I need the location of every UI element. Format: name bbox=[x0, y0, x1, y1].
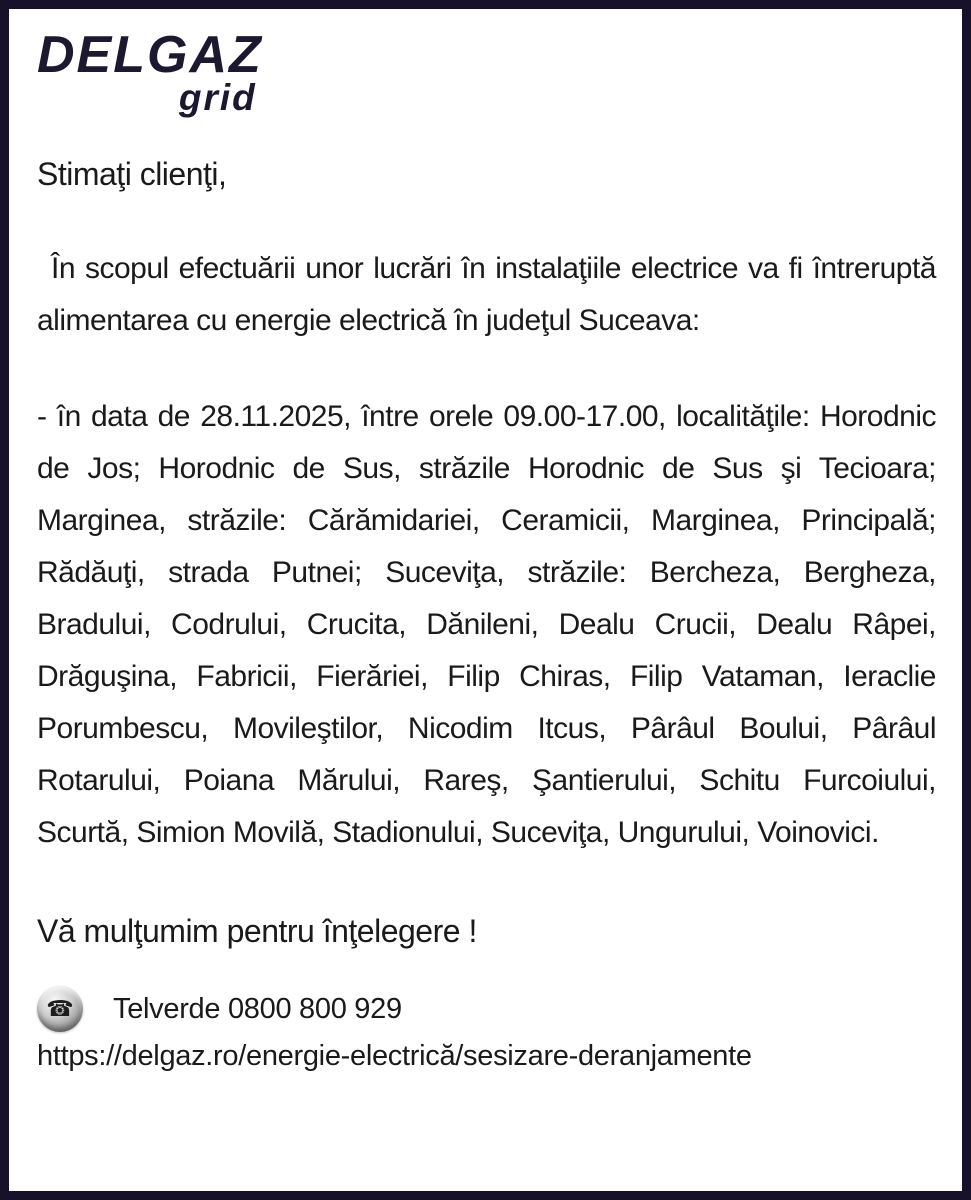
report-url-link[interactable]: https://delgaz.ro/energie-electrică/sesizare-deranjamente bbox=[37, 1040, 752, 1072]
outage-details-paragraph: - în data de 28.11.2025, între orele 09.00-17.00, localităţile: Horodnic de Jos; Horodnic de Sus, străzile Horodnic de Sus şi Tecioara; Marginea, străzile: Cărămidariei, Ceramicii, Marginea, Principală; Rădăuţi, strada Putnei; Suceviţa, străzile: Bercheza, Bergheza, Bradului, Codrului, Crucita, Dănileni, Dealu Crucii, Dealu Râpei, Drăguşina, Fabricii, Fierăriei, Filip Chiras, Filip Vataman, Ieraclie Porumbescu, Movileştilor, Nicodim Itcus, Pârâul Boului, Pârâul Rotarului, Poiana Mărului, Rareş, Şantierului, Schitu Furcoiului, Scurtă, Simion Movilă, Stadionului, Suceviţa, Ungurului, Voinovici. bbox=[37, 400, 936, 849]
greeting-line: Stimaţi clienţi, bbox=[37, 156, 227, 192]
delgaz-grid-logo bbox=[37, 26, 263, 118]
logo-brand-text: DELGAZ bbox=[37, 26, 263, 84]
phone-row bbox=[37, 986, 936, 1032]
intro-paragraph: În scopul efectuării unor lucrări în instalaţiile electrice va fi întreruptă alimentarea cu energie electrică în judeţul Suceava: bbox=[37, 252, 936, 337]
thanks-line: Vă mulţumim pentru înţelegere ! bbox=[37, 913, 477, 949]
phone-label: Telverde 0800 800 929 bbox=[113, 992, 402, 1025]
logo-sub-text: grid bbox=[178, 77, 257, 118]
telephone-icon: ☎ bbox=[37, 986, 83, 1032]
